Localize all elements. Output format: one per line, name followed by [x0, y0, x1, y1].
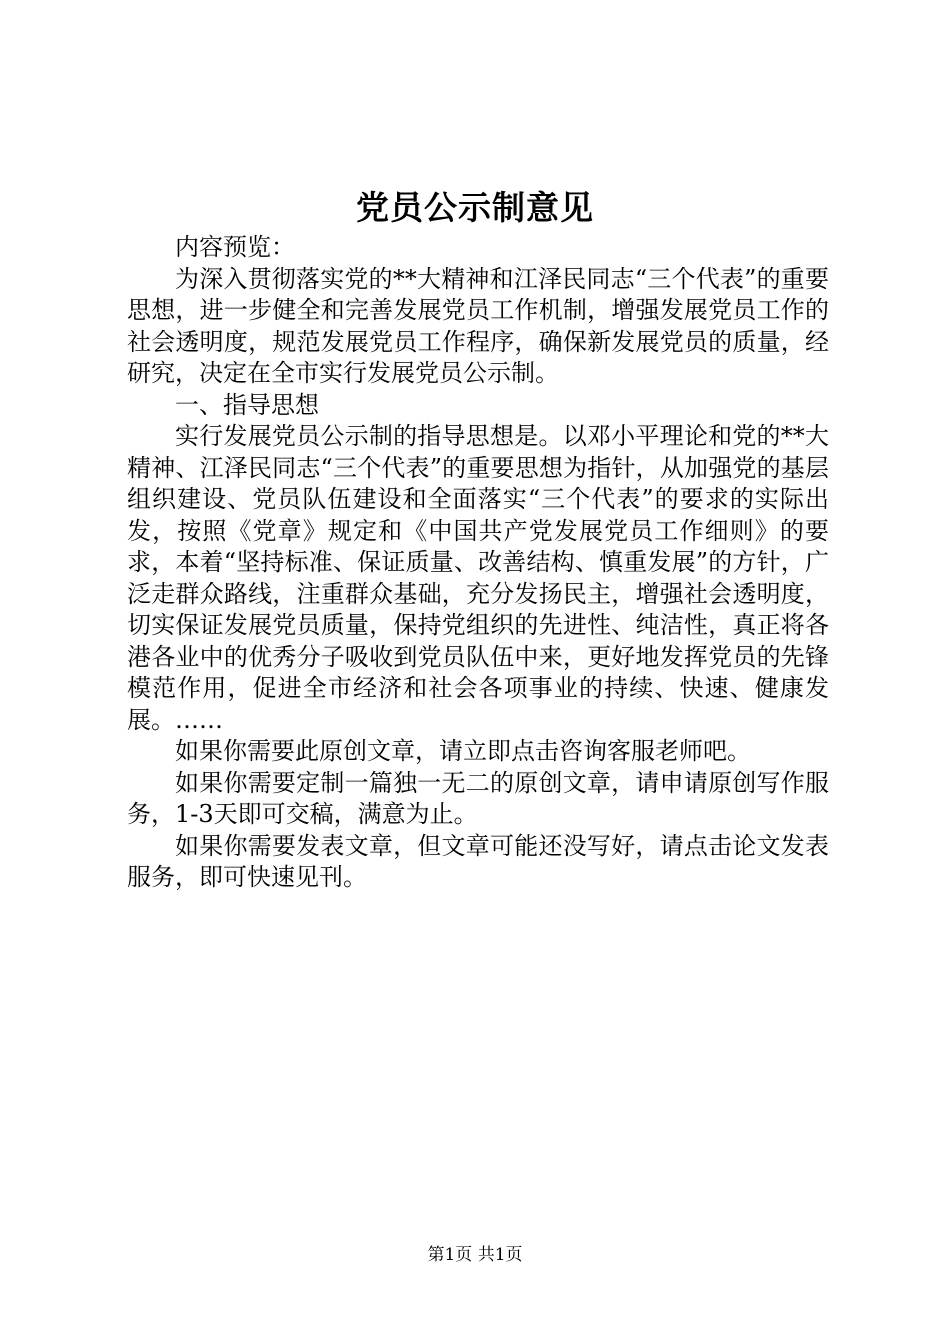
document-title: 党员公示制意见 [356, 188, 594, 227]
preview-label: 内容预览： [175, 233, 295, 261]
page-footer: 第1页 共1页 [427, 1245, 523, 1265]
document-body [127, 232, 829, 894]
intro-paragraph: 为深入贯彻落实党的**大精神和江泽民同志“三个代表”的重要思想，进一步健全和完善发展党员工作机制，增强发展党员工作的社会透明度，规范发展党员工作程序，确保新发展党员的质量，经研究，决定在全市实行发展党员公示制。 [127, 264, 829, 387]
section-heading: 一、指导思想 [175, 390, 319, 419]
guiding-paragraph: 实行发展党员公示制的指导思想是。以邓小平理论和党的**大精神、江泽民同志“三个代表”的重要思想为指针，从加强党的基层组织建设、党员队伍建设和全面落实“三个代表”的要求的实际出发，按照《党章》规定和《中国共产党发展党员工作细则》的要求，本着“坚持标准、保证质量、改善结构、慎重发展”的方针，广泛走群众路线，注重群众基础，充分发扬民主，增强社会透明度，切实保证发展党员质量，保持党组织的先进性、纯洁性，真正将各港各业中的优秀分子吸收到党员队伍中来，更好地发挥党员的先锋模范作用，促进全市经济和社会各项事业的持续、快速、健康发展。…… [127, 422, 829, 734]
publish-paragraph: 如果你需要发表文章，但文章可能还没写好，请点击论文发表服务，即可快速见刊。 [127, 831, 829, 891]
consult-paragraph: 如果你需要此原创文章，请立即点击咨询客服老师吧。 [175, 737, 751, 765]
custom-writing-paragraph: 如果你需要定制一篇独一无二的原创文章，请申请原创写作服务，1-3天即可交稿，满意为止。 [127, 768, 829, 828]
